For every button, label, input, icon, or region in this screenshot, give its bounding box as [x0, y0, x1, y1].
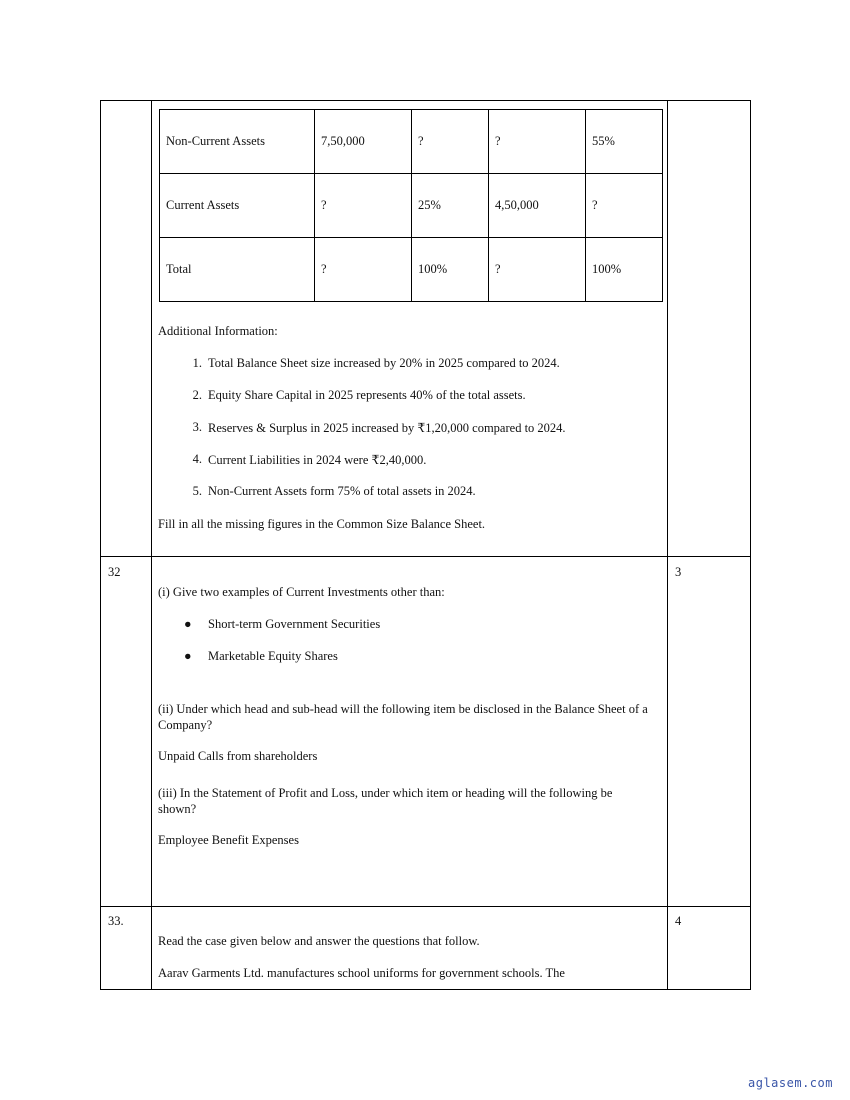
bullet-icon: ●	[184, 617, 192, 631]
list-number: 1.	[192, 356, 202, 370]
question-marks: 4	[675, 914, 682, 928]
list-text: Reserves & Surplus in 2025 increased by ₹1,20,000 compared to 2024.	[208, 421, 566, 435]
list-text: Marketable Equity Shares	[208, 649, 338, 663]
table-cell: ?	[315, 174, 412, 238]
question-number: 32	[108, 565, 121, 579]
list-number: 3.	[192, 420, 202, 434]
list-number: 2.	[192, 388, 202, 402]
question-table	[100, 100, 751, 990]
table-cell: Total	[160, 238, 315, 302]
list-text: Equity Share Capital in 2025 represents 40% of the total assets.	[208, 388, 526, 402]
table-cell: ?	[586, 174, 663, 238]
table-cell: ?	[489, 238, 586, 302]
row-divider-q33	[101, 906, 750, 907]
table-cell: ?	[315, 238, 412, 302]
table-cell: 7,50,000	[315, 110, 412, 174]
list-text: Total Balance Sheet size increased by 20% in 2025 compared to 2024.	[208, 356, 560, 370]
list-number: 5.	[192, 484, 202, 498]
q32-part-iii: (iii) In the Statement of Profit and Loss, under which item or heading will the following be shown?	[158, 786, 613, 816]
q33-intro: Read the case given below and answer the questions that follow.	[158, 934, 480, 948]
table-cell: 25%	[412, 174, 489, 238]
list-text: Short-term Government Securities	[208, 617, 381, 631]
table-cell: ?	[489, 110, 586, 174]
q32-part-ii-item: Unpaid Calls from shareholders	[158, 749, 318, 763]
q32-part-i: (i) Give two examples of Current Investments other than:	[158, 585, 445, 599]
q32-part-ii: (ii) Under which head and sub-head will the following item be disclosed in the Balance Sheet of a Company?	[158, 702, 648, 732]
common-size-balance-sheet-table	[159, 109, 663, 302]
question-number: 33.	[108, 914, 124, 928]
table-cell: 100%	[586, 238, 663, 302]
table-cell: 55%	[586, 110, 663, 174]
table-row	[160, 110, 663, 174]
row-divider-q32	[101, 556, 750, 557]
list-number: 4.	[192, 452, 202, 466]
list-text: Non-Current Assets form 75% of total assets in 2024.	[208, 484, 476, 498]
fill-instruction: Fill in all the missing figures in the Common Size Balance Sheet.	[158, 517, 486, 531]
table-cell: 100%	[412, 238, 489, 302]
additional-info-heading: Additional Information:	[158, 324, 278, 338]
list-text: Current Liabilities in 2024 were ₹2,40,000.	[208, 453, 427, 467]
watermark: aglasem.com	[748, 1076, 833, 1090]
q32-part-iii-item: Employee Benefit Expenses	[158, 833, 299, 847]
table-row	[160, 238, 663, 302]
table-cell: ?	[412, 110, 489, 174]
column-divider-marks	[667, 101, 668, 989]
bullet-icon: ●	[184, 649, 192, 663]
question-marks: 3	[675, 565, 682, 579]
table-cell: 4,50,000	[489, 174, 586, 238]
table-cell: Current Assets	[160, 174, 315, 238]
table-row	[160, 174, 663, 238]
column-divider-number	[151, 101, 152, 989]
table-cell: Non-Current Assets	[160, 110, 315, 174]
q33-case-text: Aarav Garments Ltd. manufactures school uniforms for government schools. The	[158, 966, 565, 980]
